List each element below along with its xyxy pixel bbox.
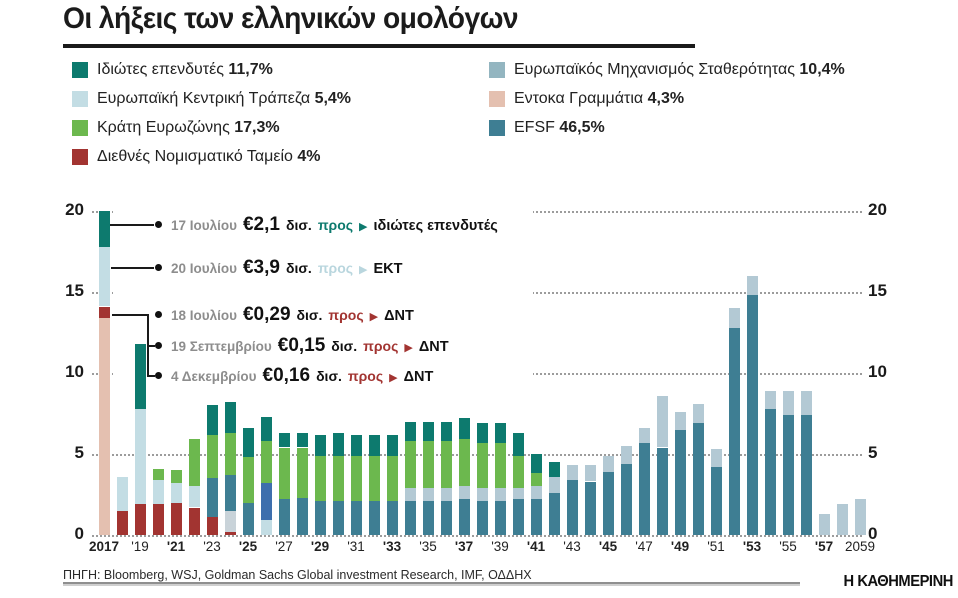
bar-segment-efsf xyxy=(495,501,506,535)
bar-segment-efsf xyxy=(207,478,218,517)
bar-segment-private xyxy=(423,422,434,441)
annotation-pros: προς xyxy=(347,368,384,384)
bar-segment-esm xyxy=(225,511,236,532)
bar-segment-efsf xyxy=(315,501,326,535)
bar-segment-eurozone xyxy=(495,443,506,488)
x-axis-label: '51 xyxy=(707,539,725,554)
bar-segment-efsf xyxy=(279,499,290,535)
y-axis-label-right: 10 xyxy=(868,362,887,381)
legend-swatch-tbills xyxy=(489,91,505,107)
bar-segment-eurozone xyxy=(405,441,416,488)
x-axis-label: '31 xyxy=(347,539,365,554)
bar-segment-eurozone xyxy=(531,473,542,486)
bullet-dot xyxy=(155,342,162,349)
y-axis-label-left: 15 xyxy=(65,281,84,300)
gridline xyxy=(92,535,862,537)
x-axis-label: '27 xyxy=(275,539,293,554)
annotation-date: 18 Ιουλίου xyxy=(171,308,237,323)
bar-segment-private xyxy=(225,402,236,433)
bar-segment-ecb xyxy=(171,483,182,502)
bar-segment-efsf xyxy=(423,501,434,535)
bar-segment-eurozone xyxy=(225,433,236,475)
bar-segment-efsf xyxy=(621,464,632,535)
legend-swatch-imf xyxy=(72,149,88,165)
bar-segment-private xyxy=(279,433,290,448)
legend-swatch-ecb xyxy=(72,91,88,107)
bar-segment-private xyxy=(243,428,254,457)
bar-segment-eurozone xyxy=(189,439,200,486)
bar-segment-imf xyxy=(171,503,182,535)
x-axis-label: 2059 xyxy=(844,539,876,554)
legend-label-tbills: Εντοκα Γραμμάτια 4,3% xyxy=(514,90,685,107)
annotation-recipient: ΔΝΤ xyxy=(418,339,449,355)
annotation-amount: €0,15 xyxy=(277,335,326,356)
legend-item-imf xyxy=(72,148,321,166)
bar-segment-esm xyxy=(819,514,830,535)
bar-segment-private xyxy=(333,433,344,456)
annotation-row xyxy=(171,257,403,279)
bar-segment-eurozone xyxy=(369,456,380,501)
x-axis-label: '41 xyxy=(526,539,546,554)
bar-segment-imf xyxy=(153,504,164,535)
bullet-dot xyxy=(155,264,162,271)
title-underline xyxy=(63,44,695,48)
annotation-unit: δισ. xyxy=(331,338,358,354)
x-axis-label: '45 xyxy=(598,539,618,554)
bar-segment-efsf xyxy=(333,501,344,535)
x-axis-label: '33 xyxy=(382,539,402,554)
y-axis-label-right: 0 xyxy=(868,524,878,543)
bar-segment-ecb xyxy=(153,480,164,504)
bar-segment-private xyxy=(477,423,488,442)
bar-segment-private xyxy=(495,423,506,442)
bar-segment-private xyxy=(297,433,308,448)
bar-segment-eurozone xyxy=(351,456,362,501)
bar-segment-private xyxy=(135,344,146,409)
annotation-row xyxy=(171,365,433,387)
legend-pct-private: 11,7% xyxy=(228,61,273,78)
annotation-pros: προς xyxy=(317,217,354,233)
x-axis-label: '25 xyxy=(238,539,258,554)
annotation-unit: δισ. xyxy=(285,217,312,233)
bar-segment-esm xyxy=(495,488,506,501)
bar-segment-eurozone xyxy=(423,441,434,488)
bar-segment-esm xyxy=(765,391,776,409)
bar-segment-private xyxy=(369,435,380,456)
bar-segment-efsf xyxy=(369,501,380,535)
legend-pct-ecb: 5,4% xyxy=(314,90,352,107)
bar-segment-efsf xyxy=(801,415,812,535)
bar-segment-efsf xyxy=(225,475,236,511)
bar-segment-private xyxy=(549,462,560,477)
bar-segment-esm xyxy=(567,465,578,480)
legend-label-ecb: Ευρωπαϊκή Κεντρική Τράπεζα 5,4% xyxy=(97,90,352,107)
legend-item-esm xyxy=(489,61,845,79)
bar-segment-esm xyxy=(423,488,434,501)
publisher-logo: Η ΚΑΘΗΜΕΡΙΝΗ xyxy=(843,573,953,590)
annotation-unit: δισ. xyxy=(316,368,342,384)
y-axis-label-left: 10 xyxy=(65,362,84,381)
x-axis-label: '49 xyxy=(670,539,690,554)
legend-item-efsf xyxy=(489,119,605,137)
bar-segment-ecb xyxy=(99,247,110,307)
bar-segment-tbills xyxy=(99,318,110,535)
bar-segment-esm xyxy=(783,391,794,415)
y-axis-label-left: 0 xyxy=(74,524,84,543)
page-title: Οι λήξεις των ελληνικών ομολόγων xyxy=(63,2,518,35)
leader-line-ecb xyxy=(111,267,154,269)
bar-segment-private xyxy=(315,435,326,456)
bar-segment-private xyxy=(207,405,218,434)
x-axis-label: '21 xyxy=(166,539,186,554)
bar-segment-private xyxy=(405,422,416,441)
bar-segment-imf xyxy=(225,532,236,535)
legend-label-efsf: EFSF 46,5% xyxy=(514,119,605,136)
bar-segment-efsf xyxy=(675,430,686,535)
annotation-recipient: ΔΝΤ xyxy=(384,308,414,324)
annotation-amount: €0,16 xyxy=(262,365,311,386)
leader-line-imf xyxy=(112,314,148,316)
bar-segment-eurozone xyxy=(153,469,164,480)
bullet-dot xyxy=(155,221,162,228)
bar-segment-efsf xyxy=(603,472,614,535)
legend-item-tbills xyxy=(489,90,684,108)
x-axis-label: '23 xyxy=(203,539,221,554)
bar-segment-efsf xyxy=(693,423,704,535)
bar-segment-imf xyxy=(207,517,218,535)
bar-segment-private xyxy=(351,435,362,456)
legend-label-private: Ιδιώτες επενδυτές 11,7% xyxy=(97,61,273,78)
bar-segment-efsf xyxy=(585,482,596,536)
bar-segment-eurozone xyxy=(459,439,470,486)
bar-segment-ecb xyxy=(135,409,146,505)
bar-segment-private xyxy=(441,422,452,441)
bar-segment-efsf xyxy=(387,501,398,535)
bar-segment-esm xyxy=(441,488,452,501)
x-axis-label: '35 xyxy=(419,539,437,554)
annotation-date: 17 Ιουλίου xyxy=(171,218,237,233)
bullet-dot xyxy=(155,311,162,318)
footer-rule xyxy=(63,582,800,586)
bar-segment-efsf xyxy=(639,443,650,535)
bar-segment-esm xyxy=(855,499,866,535)
annotation-row xyxy=(171,214,498,236)
y-axis-label-right: 20 xyxy=(868,200,887,219)
x-axis-label: '53 xyxy=(742,539,762,554)
bar-segment-esm xyxy=(477,488,488,501)
arrow-right-icon: ▶ xyxy=(359,264,368,276)
bar-segment-efsf xyxy=(531,499,542,535)
legend-swatch-eurozone xyxy=(72,120,88,136)
bar-segment-efsf xyxy=(549,493,560,535)
bar-segment-efsf xyxy=(351,501,362,535)
legend-pct-eurozone: 17,3% xyxy=(234,119,280,136)
arrow-right-icon: ▶ xyxy=(404,342,413,354)
arrow-right-icon: ▶ xyxy=(389,372,398,384)
bar-segment-esm xyxy=(837,504,848,535)
bar-segment-eurozone xyxy=(513,456,524,488)
bar-segment-esm xyxy=(603,456,614,472)
bar-segment-imf xyxy=(135,504,146,535)
bar-segment-private xyxy=(387,435,398,456)
x-axis-label: '29 xyxy=(310,539,330,554)
bar-segment-esm xyxy=(459,486,470,499)
bar-segment-esm xyxy=(801,391,812,415)
legend-label-eurozone: Κράτη Ευρωζώνης 17,3% xyxy=(97,119,280,136)
bar-segment-ecb xyxy=(117,477,128,511)
bar-segment-eurozone xyxy=(261,441,272,483)
legend-item-ecb xyxy=(72,90,351,108)
bar-segment-efsf xyxy=(513,499,524,535)
bar-segment-efsf xyxy=(297,498,308,535)
x-axis-label: '39 xyxy=(491,539,509,554)
leader-stub-dec xyxy=(147,375,155,377)
annotation-date: 20 Ιουλίου xyxy=(171,261,237,276)
bar-segment-efsf xyxy=(765,409,776,535)
bar-segment-eurozone xyxy=(315,456,326,501)
annotation-pros: προς xyxy=(328,307,364,323)
x-axis-label: '57 xyxy=(814,539,834,554)
bar-segment-private xyxy=(531,454,542,473)
legend-pct-imf: 4% xyxy=(297,148,321,165)
y-axis-label-left: 20 xyxy=(65,200,84,219)
bar-segment-esm xyxy=(405,488,416,501)
annotation-unit: δισ. xyxy=(285,260,312,276)
bar-segment-efsf xyxy=(657,448,668,536)
annotation-row xyxy=(171,304,414,326)
y-axis-label-left: 5 xyxy=(74,443,84,462)
x-axis-label: '47 xyxy=(635,539,653,554)
annotation-amount: €3,9 xyxy=(242,257,280,278)
legend-pct-tbills: 4,3% xyxy=(647,90,685,107)
bar-segment-esm xyxy=(639,428,650,443)
annotation-date: 4 Δεκεμβρίου xyxy=(171,369,257,384)
legend-item-eurozone xyxy=(72,119,280,137)
bar-segment-ecb xyxy=(261,520,272,535)
annotation-unit: δισ. xyxy=(296,307,323,323)
legend-pct-efsf: 46,5% xyxy=(559,119,605,136)
leader-stub-sep xyxy=(147,345,155,347)
annotation-pros: προς xyxy=(317,260,354,276)
bar-segment-esm xyxy=(513,488,524,499)
annotation-date: 19 Σεπτεμβρίου xyxy=(171,339,272,354)
legend-label-esm: Ευρωπαϊκός Μηχανισμός Σταθερότητας 10,4% xyxy=(514,61,845,78)
bar-segment-esm xyxy=(693,404,704,423)
source-note: ΠΗΓΗ: Bloomberg, WSJ, Goldman Sachs Global investment Research, IMF, ΟΔΔΗΧ xyxy=(63,568,532,582)
bar-segment-esm xyxy=(729,308,740,327)
bar-segment-efsf xyxy=(567,480,578,535)
bar-segment-efsf xyxy=(405,501,416,535)
bar-segment-esm xyxy=(711,449,722,467)
bar-segment-eurozone xyxy=(243,457,254,502)
bar-segment-esm xyxy=(531,486,542,499)
bar-segment-esm xyxy=(621,446,632,464)
y-axis-label-right: 15 xyxy=(868,281,887,300)
annotation-amount: €2,1 xyxy=(242,214,280,235)
bar-segment-imf xyxy=(189,508,200,536)
arrow-right-icon: ▶ xyxy=(369,311,379,323)
legend-pct-esm: 10,4% xyxy=(799,61,845,78)
annotation-recipient: ΔΝΤ xyxy=(403,369,434,385)
bar-segment-eurozone xyxy=(333,456,344,501)
x-axis-label: '43 xyxy=(563,539,581,554)
bar-segment-ecb xyxy=(189,486,200,507)
bar-segment-esm xyxy=(657,396,668,448)
bullet-dot xyxy=(155,372,162,379)
bar-segment-private xyxy=(99,211,110,247)
arrow-right-icon: ▶ xyxy=(359,221,368,233)
legend-swatch-esm xyxy=(489,62,505,78)
bar-segment-esm xyxy=(675,412,686,430)
bar-segment-esm xyxy=(549,477,560,493)
bar-segment-esm xyxy=(585,465,596,481)
bar-segment-eurozone xyxy=(297,448,308,498)
bar-segment-efsf xyxy=(243,503,254,535)
x-axis-label: '55 xyxy=(779,539,797,554)
bar-segment-efsf xyxy=(747,295,758,535)
annotation-recipient: ΕΚΤ xyxy=(373,261,403,277)
bar-segment-efsf xyxy=(459,499,470,535)
bar-segment-efsf xyxy=(729,328,740,535)
bar-segment-efsf xyxy=(477,501,488,535)
bar-segment-eurozone xyxy=(171,470,182,483)
bar-segment-efsf xyxy=(441,501,452,535)
legend-swatch-private xyxy=(72,62,88,78)
bar-segment-eurozone xyxy=(207,435,218,479)
bar-segment-private xyxy=(513,433,524,456)
bar-segment-eurozone xyxy=(477,443,488,488)
annotation-amount: €0,29 xyxy=(242,304,291,325)
y-axis-label-right: 5 xyxy=(868,443,878,462)
bar-segment-imf xyxy=(117,511,128,535)
bar-segment-private xyxy=(261,417,272,441)
bar-segment-efsf xyxy=(783,415,794,535)
bar-segment-efsf xyxy=(711,467,722,535)
x-axis-label: 2017 xyxy=(88,539,120,554)
annotation-pros: προς xyxy=(363,338,399,354)
legend-item-private xyxy=(72,61,273,79)
bar-segment-imf xyxy=(99,307,110,318)
bar-segment-private xyxy=(459,418,470,439)
legend-swatch-efsf xyxy=(489,120,505,136)
bar-segment-esm xyxy=(747,276,758,295)
legend-label-imf: Διεθνές Νομισματικό Ταμείο 4% xyxy=(97,148,321,165)
x-axis-label: '37 xyxy=(454,539,474,554)
bar-segment-eurozone xyxy=(441,441,452,488)
annotation-recipient: ιδιώτες επενδυτές xyxy=(373,218,498,234)
bar-segment-eurozone xyxy=(279,448,290,500)
leader-line-private xyxy=(110,224,154,226)
annotation-row xyxy=(171,335,449,357)
x-axis-label: '19 xyxy=(131,539,149,554)
bar-segment-eurozone xyxy=(387,456,398,501)
bar-segment-esm xyxy=(261,483,272,520)
